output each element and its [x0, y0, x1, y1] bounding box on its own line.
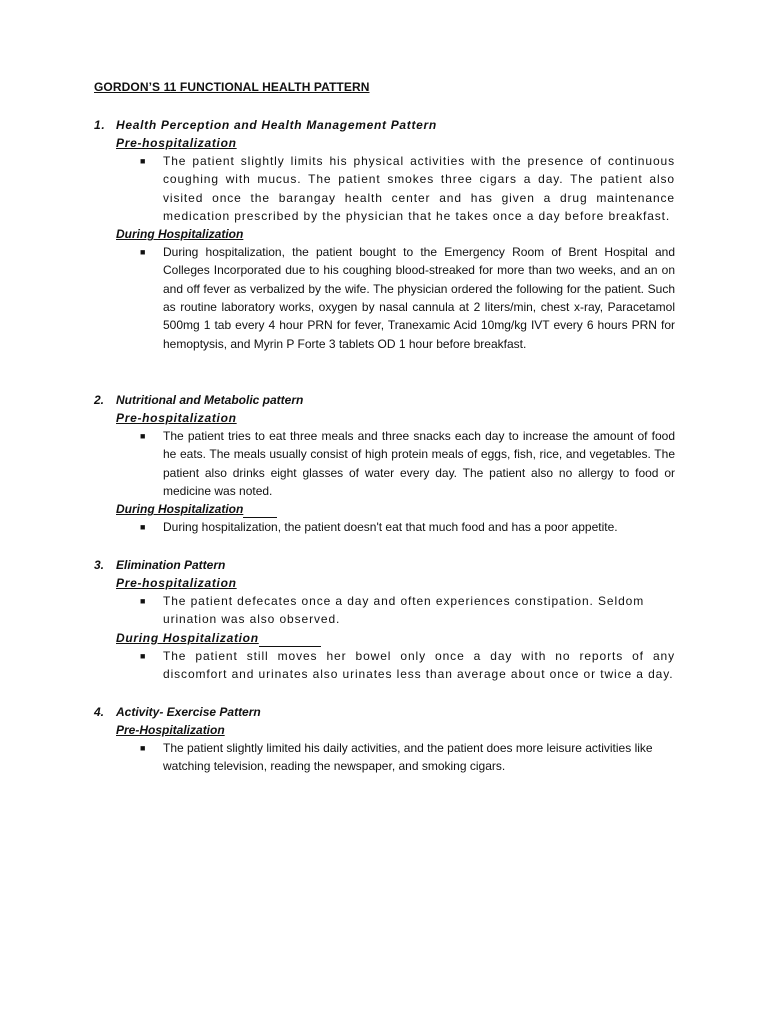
section-heading: [94, 703, 684, 721]
pre-hospitalization-label: Pre-hospitalization: [116, 411, 237, 425]
section-title: Elimination Pattern: [116, 558, 226, 572]
bullet-text: During hospitalization, the patient bought to the Emergency Room of Brent Hospital and Colleges Incorporated due to his coughing blood-streaked for more than two weeks, and an on and off fever as verbalized by the wife. The physician ordered the following for the patient. Such as routine laboratory works, oxygen by nasal cannula at 2 liters/min, chest x-ray, Paracetamol 500mg 1 tab every 4 hour PRN for fever, Tranexamic Acid 10mg/kg IVT every 6 hours PRN for hemoptysis, and Myrin P Forte 3 tablets OD 1 hour before breakfast.: [163, 245, 675, 351]
bullet-icon: ■: [140, 522, 146, 533]
bullet-text: The patient tries to eat three meals and three snacks each day to increase the amount of food he eats. The meals usually consist of high protein meals of eggs, fish, rice, and vegetables. The patient also drinks eight glasses of water every day. The patient also no allergy to food or medicine was noted.: [163, 429, 675, 498]
pre-hospitalization-label: Pre-hospitalization: [116, 576, 237, 590]
bullet-text: During hospitalization, the patient doesn't eat that much food and has a poor appetite.: [163, 520, 618, 535]
section-title: Nutritional and Metabolic pattern: [116, 393, 304, 407]
section-number: 3.: [94, 558, 105, 572]
section-number: 4.: [94, 705, 105, 719]
during-hospitalization-label: [116, 629, 684, 647]
underline-rule: [243, 504, 277, 518]
section-heading: [94, 391, 684, 409]
underline-rule: [259, 633, 321, 647]
bullet-icon: ■: [140, 247, 146, 258]
pre-hospitalization-label: Pre-Hospitalization: [116, 723, 225, 737]
bullet-item: [140, 647, 675, 684]
bullet-text: The patient slightly limits his physical activities with the presence of continuous coughing with mucus. The patient smokes three cigars a day. The patient also visited once the barangay health center and has given a drug maintenance medication prescribed by the physician that he takes once a day before breakfast.: [163, 154, 675, 223]
section-number: 1.: [94, 118, 106, 132]
bullet-item: [140, 243, 675, 353]
bullet-text: The patient defecates once a day and often experiences constipation. Seldom urination was also observed.: [163, 594, 645, 627]
during-hospitalization-text: During Hospitalization: [116, 502, 244, 517]
bullet-text: The patient still moves her bowel only once a day with no reports of any discomfort and urinates also urinates less than average about once or twice a day.: [163, 648, 675, 681]
section-number: 2.: [94, 393, 105, 407]
bullet-item: [140, 152, 675, 225]
during-hospitalization-label: During Hospitalization: [116, 227, 244, 242]
section-heading: [94, 556, 684, 574]
bullet-item: [140, 518, 675, 536]
section-heading: [94, 116, 684, 134]
section-nutritional-metabolic: [94, 391, 684, 536]
bullet-item: [140, 592, 675, 629]
bullet-icon: ■: [140, 650, 147, 661]
section-title: Health Perception and Health Management Pattern: [116, 118, 437, 132]
document-title: GORDON’S 11 FUNCTIONAL HEALTH PATTERN: [94, 80, 370, 94]
section-activity-exercise: [94, 703, 684, 776]
bullet-icon: ■: [140, 743, 146, 753]
section-health-perception: [94, 116, 684, 353]
bullet-icon: ■: [140, 431, 146, 441]
section-title: Activity- Exercise Pattern: [116, 705, 261, 719]
bullet-item: [140, 427, 675, 500]
pre-hospitalization-label: Pre-hospitalization: [116, 136, 237, 150]
bullet-icon: ■: [140, 156, 147, 166]
during-hospitalization-label: [116, 500, 684, 518]
bullet-text: The patient slightly limited his daily activities, and the patient does more leisure activities like watching television, reading the newspaper, and smoking cigars.: [163, 741, 653, 774]
bullet-item: [140, 739, 675, 776]
during-hospitalization-text: During Hospitalization: [116, 630, 259, 645]
section-elimination: [94, 556, 684, 683]
bullet-icon: ■: [140, 596, 147, 606]
